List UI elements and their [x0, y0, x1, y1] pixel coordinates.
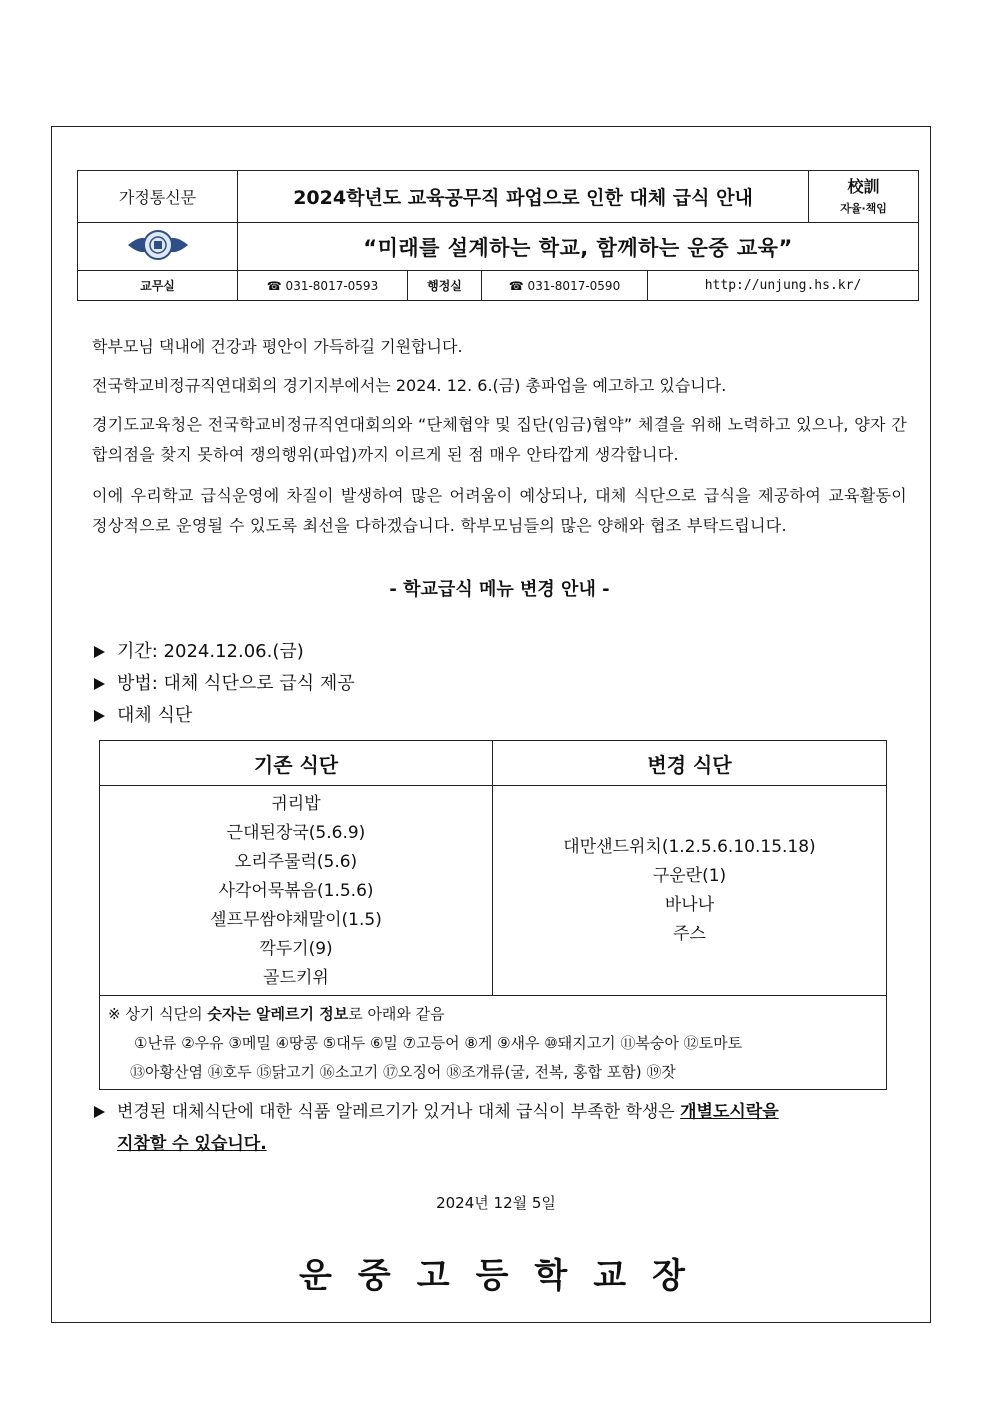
- menu-item: 근대된장국(5.6.9): [226, 823, 366, 843]
- triangle-bullet-icon: [94, 710, 105, 722]
- original-menu-cell: [100, 786, 493, 996]
- office1-phone: ☎ 031-8017-0593: [238, 271, 408, 301]
- lunchbox-text-body: 변경된 대체식단에 대한 식품 알레르기가 있거나 대체 급식이 부족한 학생은: [117, 1102, 681, 1122]
- bullet-menu: [94, 700, 355, 732]
- bullet-text: 방법: 대체 식단으로 급식 제공: [117, 673, 355, 694]
- paragraph-3: 경기도교육청은 전국학교비정규직연대회의와 “단체협약 및 집단(임금)협약” 체결을 위해 노력하고 있으나, 양자 간 합의점을 찾지 못하여 쟁의행위(파업)까지 이르게 된 점 매우 안타깝게 생각합니다.: [92, 415, 907, 464]
- menu-item: 바나나: [664, 894, 715, 915]
- paragraph-1: 학부모님 댁내에 건강과 평안이 가득하길 기원합니다.: [92, 337, 463, 356]
- bullet-text: 기간: 2024.12.06.(금): [117, 641, 304, 662]
- allergy-note-heading: [108, 1000, 878, 1029]
- office2-phone: ☎ 031-8017-0590: [482, 271, 648, 301]
- triangle-bullet-icon: [94, 678, 105, 690]
- allergy-list-1: ①난류 ②우유 ③메밀 ④땅콩 ⑤대두 ⑥밀 ⑦고등어 ⑧게 ⑨새우 ⑩돼지고기 ⑪복숭아 ⑫토마토: [134, 1034, 743, 1052]
- office2-label: 행정실: [408, 271, 482, 301]
- triangle-bullet-icon: [94, 1106, 105, 1118]
- lunchbox-emphasis-2: 지참할 수 있습니다.: [117, 1134, 267, 1154]
- menu-table: [99, 740, 887, 1090]
- header-changed-menu: 변경 식단: [493, 741, 887, 786]
- logo-cell: [78, 223, 238, 271]
- note-suffix: 로 아래와 같음: [348, 1005, 445, 1023]
- issue-date: 2024년 12월 5일: [436, 1194, 556, 1212]
- bullet-method: [94, 668, 355, 700]
- header-original-menu: 기존 식단: [100, 741, 493, 786]
- notice-paragraph: [92, 481, 907, 541]
- changed-menu-cell: [493, 786, 887, 996]
- bullet-text: 대체 식단: [117, 705, 193, 726]
- office-paragraph: [92, 410, 907, 470]
- menu-item: 오리주물럭(5.6): [234, 852, 358, 872]
- menu-item: 셀프무쌈야채말이(1.5): [210, 910, 382, 930]
- strike-paragraph: [92, 371, 907, 401]
- menu-item: 구운란(1): [652, 865, 727, 886]
- paragraph-4: 이에 우리학교 급식운영에 차질이 발생하여 많은 어려움이 예상되나, 대체 식단으로 급식을 제공하여 교육활동이 정상적으로 운영될 수 있도록 최선을 다하겠습니다. 학부모님들의 많은 양해와 협조 부탁드립니다.: [92, 486, 907, 535]
- school-website[interactable]: http://unjung.hs.kr/: [648, 271, 919, 301]
- section-title: - 학교급식 메뉴 변경 안내 -: [389, 579, 610, 600]
- principal-signature: 운중고등학교장: [299, 1256, 711, 1296]
- greeting-paragraph: [92, 332, 907, 362]
- lunchbox-text: [117, 1096, 779, 1160]
- lunchbox-row: [94, 1096, 894, 1160]
- allergy-note: [100, 996, 887, 1090]
- office1-label: 교무실: [78, 271, 238, 301]
- menu-item: 깍두기(9): [259, 939, 333, 959]
- menu-item: 골드키위: [263, 968, 329, 988]
- note-prefix: ※ 상기 식단의: [108, 1005, 208, 1023]
- allergy-list-2: ⑬아황산염 ⑭호두 ⑮닭고기 ⑯소고기 ⑰오징어 ⑱조개류(굴, 전복, 홍합 포함) ⑲잣: [130, 1063, 676, 1081]
- school-slogan: “미래를 설계하는 학교, 함께하는 운중 교육”: [238, 223, 919, 271]
- document-title: 2024학년도 교육공무직 파업으로 인한 대체 급식 안내: [238, 171, 809, 223]
- info-bullets: [94, 636, 355, 732]
- header-table: [77, 170, 919, 301]
- notice-kind: 가정통신문: [78, 171, 238, 223]
- school-motto: [809, 171, 919, 223]
- menu-item: 귀리밥: [271, 794, 321, 814]
- triangle-bullet-icon: [94, 646, 105, 658]
- lunchbox-notice: [94, 1096, 894, 1160]
- note-bold: 숫자는 알레르기 정보: [207, 1005, 349, 1023]
- menu-item: 대만샌드위치(1.2.5.6.10.15.18): [563, 836, 816, 857]
- motto-title: 校訓: [847, 176, 880, 196]
- menu-item: 주스: [673, 923, 706, 944]
- lunchbox-emphasis-1: 개별도시락을: [680, 1102, 779, 1122]
- paragraph-2: 전국학교비정규직연대회의 경기지부에서는 2024. 12. 6.(금) 총파업을 예고하고 있습니다.: [92, 376, 727, 395]
- motto-value: 자율·책임: [840, 201, 887, 215]
- school-emblem-icon: [126, 227, 190, 263]
- menu-item: 사각어묵볶음(1.5.6): [218, 881, 374, 901]
- bullet-period: [94, 636, 355, 668]
